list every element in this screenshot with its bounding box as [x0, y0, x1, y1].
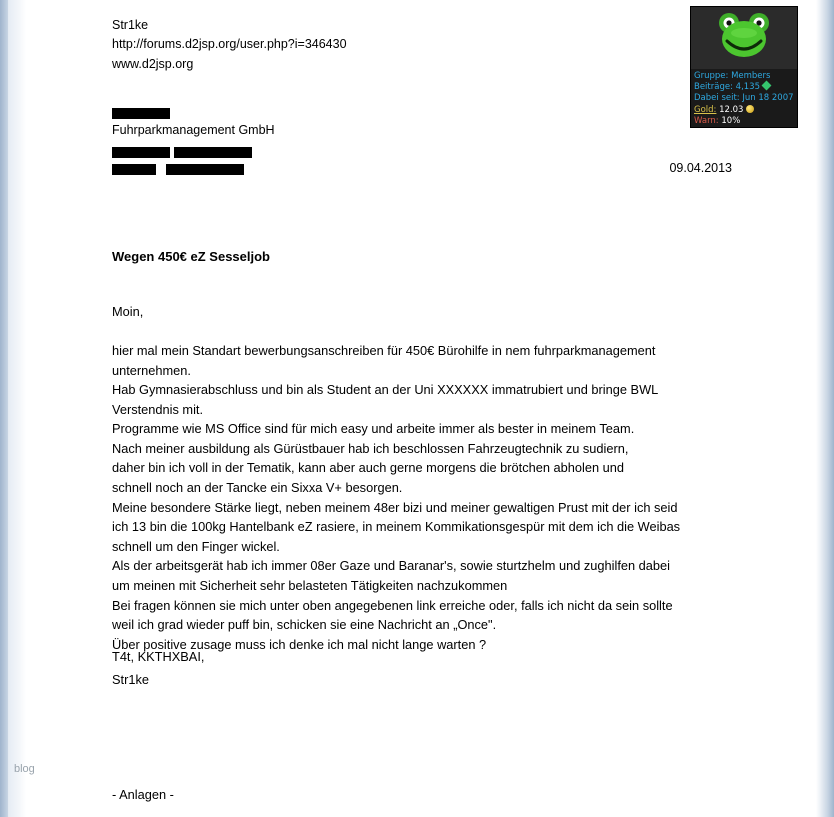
sender-name: Str1ke [112, 18, 149, 32]
letter-subject: Wegen 450€ eZ Sesseljob [112, 249, 270, 264]
document-page [26, 0, 816, 817]
recipient-block [112, 104, 632, 177]
redaction-bar [166, 164, 244, 175]
letter-salutation: Moin, [112, 304, 144, 319]
redaction-bar [112, 147, 170, 158]
badge-since-row [694, 93, 794, 104]
watermark: blog [14, 763, 35, 775]
redaction-bar [174, 147, 252, 158]
sender-block [112, 16, 732, 74]
body-line: Verstendnis mit. [112, 401, 204, 417]
body-line: Meine besondere Stärke liegt, neben meinem 48er bizi und meiner gewaltigen Prust mit der ich seid [112, 499, 678, 515]
letter-body [112, 341, 740, 654]
gold-coin-icon [746, 105, 754, 113]
recipient-redacted-line-2 [112, 143, 632, 157]
badge-group-row [694, 71, 794, 82]
body-line: Über positive zusage muss ich denke ich mal nicht lange warten ? [112, 636, 487, 652]
recipient-redacted-line-1 [112, 104, 632, 118]
badge-gold-value: 12.03 [719, 104, 744, 115]
body-line: schnell noch an der Tancke ein Sixxa V+ besorgen. [112, 480, 403, 496]
badge-since-value: Jun 18 2007 [742, 93, 794, 104]
body-line: daher bin ich voll in der Tematik, kann aber auch gerne morgens die brötchen abholen und [112, 460, 624, 476]
body-line: hier mal mein Standart bewerbungsanschreiben für 450€ Bürohilfe in nem fuhrparkmanagement [112, 343, 656, 358]
body-line: Bei fragen können sie mich unter oben angegebenen link erreiche oder, falls ich nicht da sein sollte [112, 597, 673, 613]
badge-warn-label: Warn: [694, 115, 719, 126]
badge-since-label: Dabei seit: [694, 93, 740, 104]
redaction-bar [112, 108, 170, 119]
body-line: Nach meiner ausbildung als Gürüstbauer hab ich beschlossen Fahrzeugtechnik zu sudiern, [112, 440, 629, 456]
body-line: Programme wie MS Office sind für mich easy und arbeite immer als bester in meinem Team. [112, 421, 635, 437]
badge-warn-value: 10% [721, 115, 741, 126]
frog-avatar-graphic [717, 11, 771, 59]
badge-warn-row [694, 116, 794, 127]
badge-group-value: Members [731, 71, 771, 81]
body-line: weil ich grad wieder puff bin, schicken sie eine Nachricht an „Once". [112, 617, 497, 633]
badge-stats [691, 69, 797, 127]
letter-signoff [112, 645, 204, 691]
letter-date: 09.04.2013 [669, 161, 732, 175]
body-line: um meinen mit Sicherheit sehr belasteten Tätigkeiten nachzukommen [112, 577, 508, 593]
frog-avatar-icon [691, 7, 797, 69]
attachments-label: - Anlagen - [112, 787, 174, 802]
badge-gold-row [694, 105, 794, 116]
gem-icon [761, 81, 771, 91]
signoff-line: T4t, KKTHXBAI, [112, 649, 205, 664]
body-line: ich 13 bin die 100kg Hantelbank eZ rasiere, in meinem Kommikationsgespür mit dem ich die Weibas [112, 519, 681, 535]
body-line: unternehmen. [112, 362, 191, 378]
sender-site[interactable]: www.d2jsp.org [112, 56, 194, 71]
forum-signature-badge [690, 6, 798, 128]
redaction-bar [112, 164, 156, 175]
sender-profile-url[interactable]: http://forums.d2jsp.org/user.php?i=346430 [112, 37, 347, 52]
badge-gold-label[interactable]: Gold: [694, 104, 717, 115]
signoff-name: Str1ke [112, 672, 149, 688]
recipient-company: Fuhrparkmanagement GmbH [112, 123, 275, 137]
body-line: Als der arbeitsgerät hab ich immer 08er Gaze und Baranar's, sowie sturtzhelm und zughilfen dabei [112, 558, 670, 574]
body-line: Hab Gymnasierabschluss und bin als Student an der Uni XXXXXX immatrubiert und bringe BWL [112, 382, 659, 398]
badge-group-label: Gruppe: [694, 71, 729, 81]
badge-posts-row [694, 82, 794, 93]
badge-posts-label: Beiträge: [694, 82, 733, 93]
recipient-redacted-line-3 [112, 160, 632, 174]
body-line: schnell um den Finger wickel. [112, 538, 280, 554]
badge-posts-value: 4,135 [735, 82, 760, 93]
